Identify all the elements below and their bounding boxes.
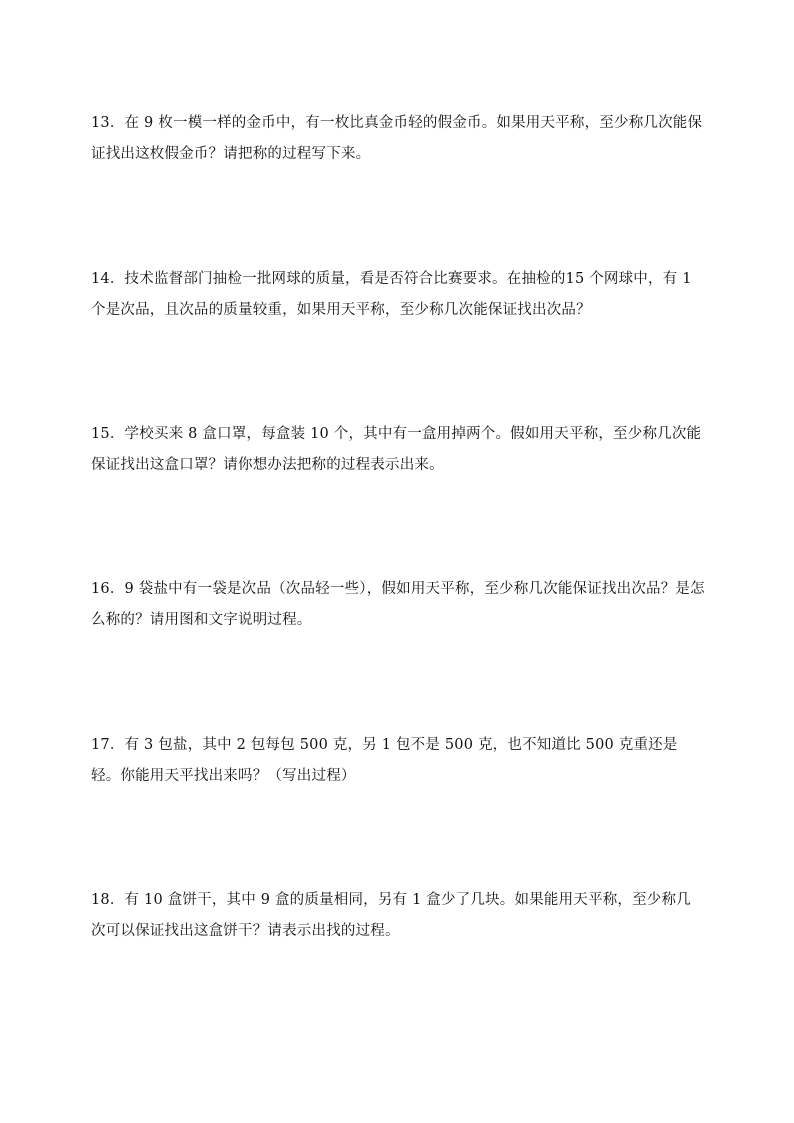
question-17: 17．有 3 包盐，其中 2 包每包 500 克，另 1 包不是 500 克，也不知道比 500 克重还是轻。你能用天平找出来吗？（写出过程） [91, 737, 678, 784]
question-16: 16．9 袋盐中有一袋是次品（次品轻一些），假如用天平称，至少称几次能保证找出次品？是怎么称的？请用图和文字说明过程。 [91, 581, 705, 628]
question-15: 15．学校买来 8 盒口罩，每盒装 10 个，其中有一盒用掉两个。假如用天平称，至少称几次能保证找出这盒口罩？请你想办法把称的过程表示出来。 [91, 426, 702, 473]
question-13: 13．在 9 枚一模一样的金币中，有一枚比真金币轻的假金币。如果用天平称，至少称几次能保证找出这枚假金币？请把称的过程写下来。 [91, 115, 703, 162]
question-14: 14．技术监督部门抽检一批网球的质量，看是否符合比赛要求。在抽检的15 个网球中，有 1 个是次品，且次品的质量较重，如果用天平称，至少称几次能保证找出次品？ [91, 271, 692, 318]
question-18: 18．有 10 盒饼干，其中 9 盒的质量相同，另有 1 盒少了几块。如果能用天平称，至少称几次可以保证找出这盒饼干？请表示出找的过程。 [91, 892, 691, 939]
